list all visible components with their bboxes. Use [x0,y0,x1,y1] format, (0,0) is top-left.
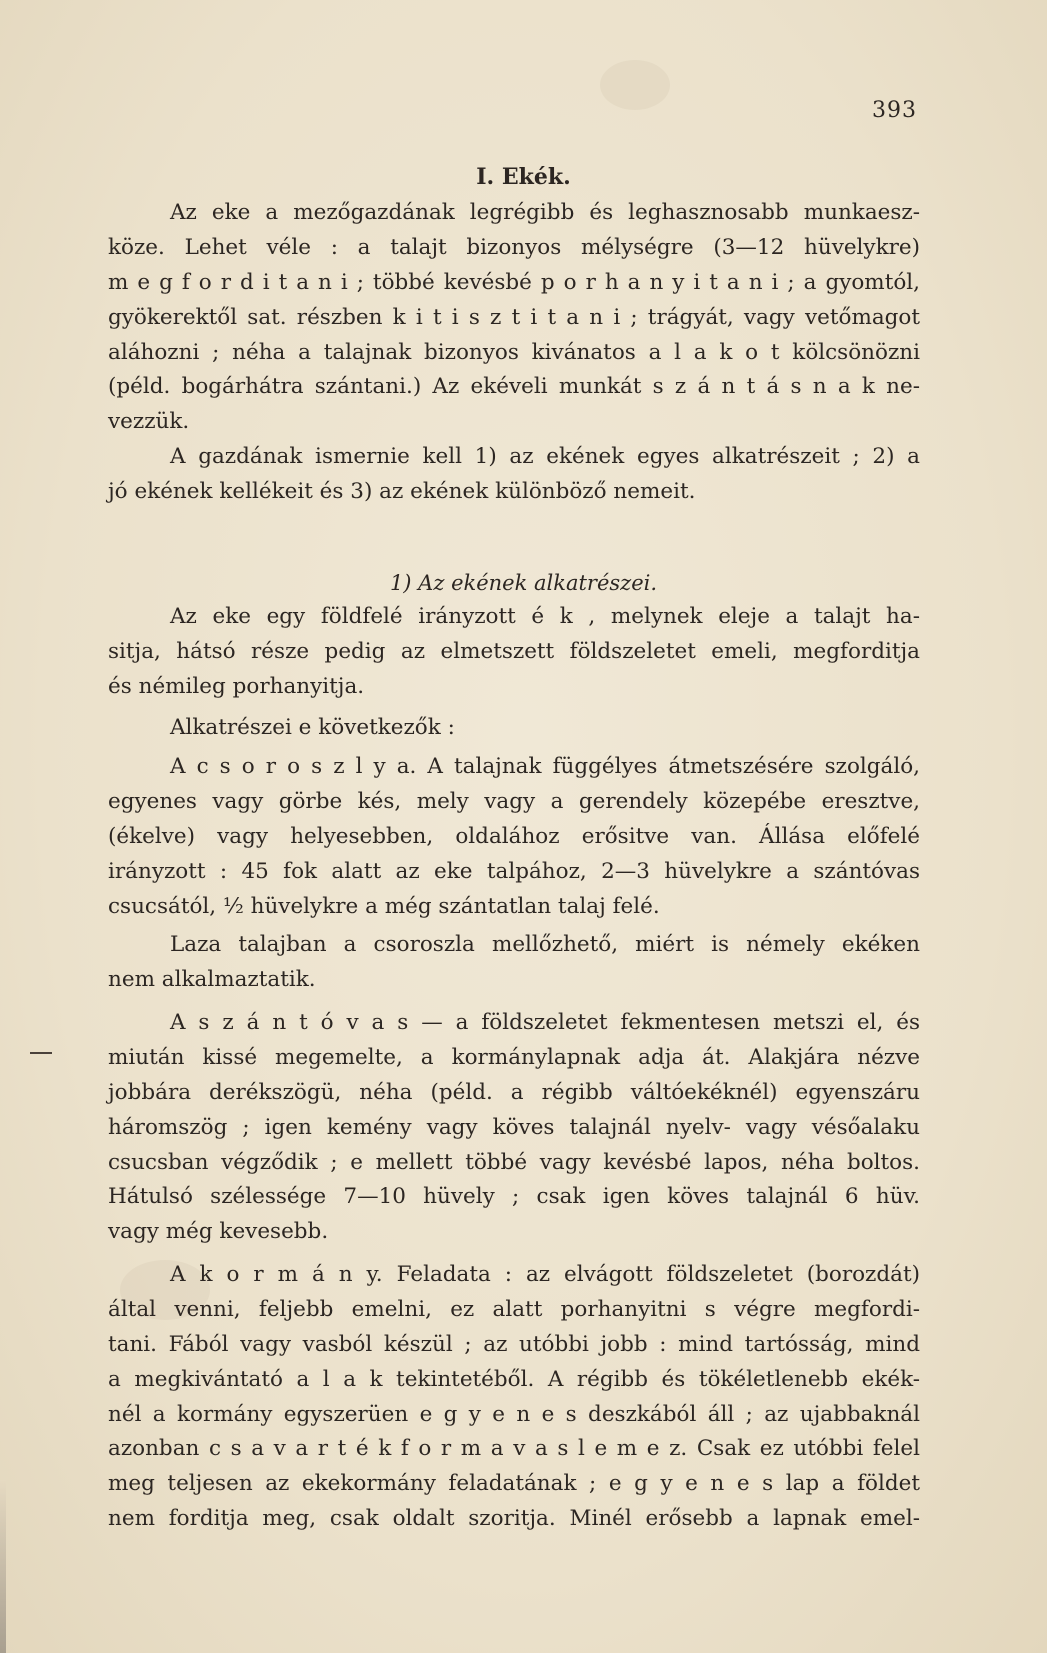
page-number: 393 [872,98,917,123]
text-line: miután kissé megemelte, a kormánylapnak adja át. Alakjára nézve [108,1044,920,1070]
text-line: A gazdának ismernie kell 1) az ekének egyes alkatrészeit ; 2) a [170,444,920,469]
text-line: vezzük. [108,409,190,435]
text-line: jó ekének kellékeit és 3) az ekének különböző nemeit. [108,478,696,504]
text-line: irányzott : 45 fok alatt az eke talpához, 2—3 hüvelykre a szántóvas [108,858,920,884]
text-line: által venni, feljebb emelni, ez alatt porhanyitni s végre megfordi- [108,1296,920,1322]
text-line: nél a kormány egyszerüen e g y e n e s deszkából áll ; az ujabbaknál [108,1401,920,1427]
section-title: I. Ekék. [476,164,571,190]
text-line: vagy még kevesebb. [108,1219,329,1245]
text-line: és némileg porhanyitja. [108,673,365,699]
paper-stain [600,60,670,110]
page-edge-shadow [0,1480,6,1653]
text-line: Alkatrészei e következők : [170,715,455,740]
paragraph-definition [108,600,920,705]
text-line: jobbára derékszögü, néha (péld. a régibb váltóekéknél) egyenszáru [108,1079,920,1105]
paragraph-share [108,1006,920,1250]
text-line: köze. Lehet véle : a talajt bizonyos mélységre (3—12 hüvelykre) [108,234,920,260]
text-line: nem alkalmaztatik. [108,966,316,992]
paragraph-parts-intro [108,711,920,746]
text-line: (péld. bogárhátra szántani.) Az ekéveli munkát s z á n t á s n a k ne- [108,374,920,400]
text-line: Hátulsó szélessége 7—10 hüvely ; csak igen köves talajnál 6 hüv. [108,1184,920,1210]
margin-mark [30,1052,52,1054]
text-line: csucsától, ½ hüvelykre a még szántatlan talaj felé. [108,893,660,919]
text-line: A k o r m á n y. Feladata : az elvágott földszeletet (borozdát) [170,1262,920,1287]
text-line: egyenes vagy görbe kés, mely vagy a gerendely közepébe eresztve, [108,788,920,814]
subheading: 1) Az ekének alkatrészei. [389,571,658,595]
paragraph-requirements [108,440,920,510]
text-line: (ékelve) vagy helyesebben, oldalához erősitve van. Állása előfelé [108,823,920,849]
paragraph-mouldboard [108,1258,920,1537]
text-line: a megkivántató a l a k tekintetéből. A régibb és tökéletlenebb ekék- [108,1366,920,1392]
text-line: m e g f o r d i t a n i ; többé kevésbé p o r h a n y i t a n i ; a gyomtól, [108,269,920,295]
text-line: Az eke a mezőgazdának legrégibb és leghasznosabb munkaesz- [170,200,920,225]
text-line: csucsban végződik ; e mellett többé vagy kevésbé lapos, néha boltos. [108,1149,920,1175]
text-line: tani. Fából vagy vasból készül ; az utóbbi jobb : mind tartósság, mind [108,1331,920,1357]
text-line: A c s o r o s z l y a. A talajnak függélyes átmetszésére szolgáló, [170,754,920,779]
text-line: sitja, hátsó része pedig az elmetszett földszeletet emeli, megforditja [108,638,920,664]
text-line: aláhozni ; néha a talajnak bizonyos kivánatos a l a k o t kölcsönözni [108,339,920,365]
paragraph-coulter [108,750,920,924]
text-line: A s z á n t ó v a s — a földszeletet fekmentesen metszi el, és [170,1010,920,1035]
text-line: háromszög ; igen kemény vagy köves talajnál nyelv- vagy vésőalaku [108,1114,920,1140]
text-line: Laza talajban a csoroszla mellőzhető, miért is némely ekéken [170,932,920,957]
paragraph-intro [108,196,920,440]
paragraph-coulter-note [108,928,920,998]
text-line: meg teljesen az ekekormány feladatának ; e g y e n e s lap a földet [108,1471,920,1497]
text-line: gyökerektől sat. részben k i t i s z t i t a n i ; trágyát, vagy vetőmagot [108,304,920,330]
text-line: nem forditja meg, csak oldalt szoritja. Minél erősebb a lapnak emel- [108,1506,920,1532]
text-line: azonban c s a v a r t é k f o r m a v a s l e m e z. Csak ez utóbbi felel [108,1436,920,1462]
text-line: Az eke egy földfelé irányzott é k , melynek eleje a talajt ha- [170,604,920,629]
